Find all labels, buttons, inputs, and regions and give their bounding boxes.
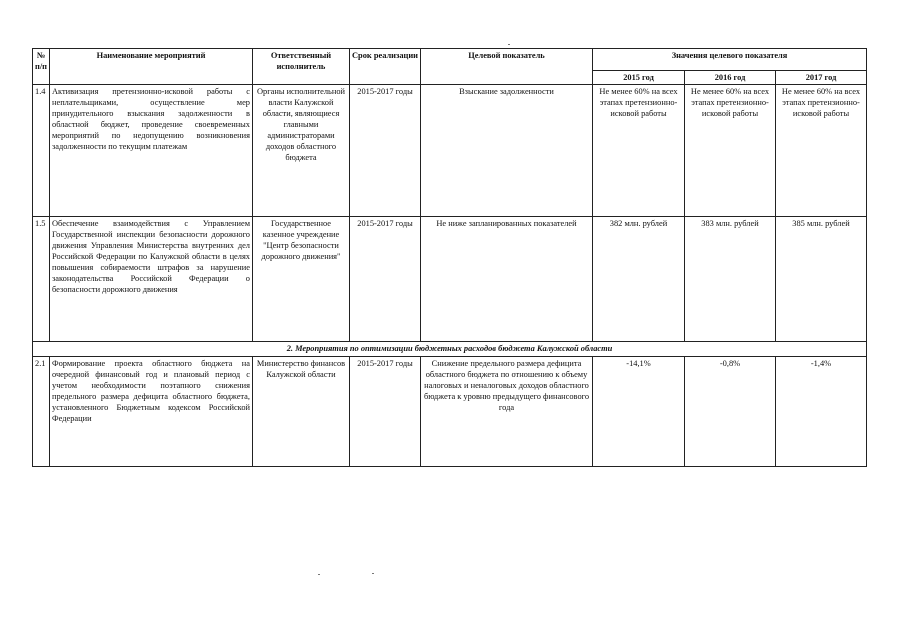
row-value-2016: Не менее 60% на всех этапах претензионно-исковой работы [685, 85, 776, 217]
header-indicator: Целевой показатель [421, 49, 593, 85]
row-responsible: Органы исполнительной власти Калужской области, являющиеся главными администраторами доходов областного бюджета [253, 85, 350, 217]
section-2-title: 2. Мероприятия по оптимизации бюджетных расходов бюджета Калужской области [33, 342, 867, 357]
table-row-2-1 [33, 357, 867, 467]
header-values-group: Значения целевого показателя [593, 49, 867, 71]
row-term: 2015-2017 годы [350, 217, 421, 342]
scan-speck [372, 573, 374, 574]
table-row-1-5 [33, 217, 867, 342]
row-responsible: Министерство финансов Калужской области [253, 357, 350, 467]
table-row-1-4 [33, 85, 867, 217]
row-value-2016: 383 млн. рублей [685, 217, 776, 342]
scan-speck [508, 44, 510, 45]
row-number: 2.1 [33, 357, 50, 467]
row-value-2017: -1,4% [776, 357, 867, 467]
row-value-2015: -14,1% [593, 357, 685, 467]
header-year-2017: 2017 год [776, 71, 867, 85]
row-value-2017: 385 млн. рублей [776, 217, 867, 342]
row-responsible: Государственное казенное учреждение "Центр безопасности дорожного движения" [253, 217, 350, 342]
row-value-2015: Не менее 60% на всех этапах претензионно-исковой работы [593, 85, 685, 217]
row-term: 2015-2017 годы [350, 357, 421, 467]
row-number: 1.5 [33, 217, 50, 342]
row-measure-name: Активизация претензионно-исковой работы с неплательщиками, осуществление мер принудительного взыскания задолженности в областной бюджет, проведение своевременных мероприятий по недопущению возникновения задолженности по текущим платежам [50, 85, 253, 217]
section-2-row [33, 342, 867, 357]
row-term: 2015-2017 годы [350, 85, 421, 217]
row-indicator: Взыскание задолженности [421, 85, 593, 217]
row-value-2017: Не менее 60% на всех этапах претензионно-исковой работы [776, 85, 867, 217]
row-measure-name: Обеспечение взаимодействия с Управлением Государственной инспекции безопасности дорожного движения Управления Министерства внутренних дел Российской Федерации по Калужской области в целях повышения собираемости штрафов за нарушение законодательства Российской Федерации о безопасности дорожного движения [50, 217, 253, 342]
row-number: 1.4 [33, 85, 50, 217]
row-measure-name: Формирование проекта областного бюджета на очередной финансовый год и плановый период с учетом необходимости поэтапного снижения предельного размера дефицита областного бюджета, установленного Бюджетным кодексом Российской Федерации [50, 357, 253, 467]
header-year-2016: 2016 год [685, 71, 776, 85]
row-value-2016: -0,8% [685, 357, 776, 467]
header-responsible: Ответственный исполнитель [253, 49, 350, 85]
header-row-1 [33, 49, 867, 71]
measures-table [32, 48, 867, 467]
row-indicator: Не ниже запланированных показателей [421, 217, 593, 342]
scan-speck [318, 574, 320, 575]
header-num: № п/п [33, 49, 50, 85]
row-value-2015: 382 млн. рублей [593, 217, 685, 342]
header-term: Срок реализации [350, 49, 421, 85]
header-name: Наименование мероприятий [50, 49, 253, 85]
row-indicator: Снижение предельного размера дефицита областного бюджета по отношению к объему налоговых и неналоговых доходов областного бюджета к уровню предыдущего финансового года [421, 357, 593, 467]
header-year-2015: 2015 год [593, 71, 685, 85]
